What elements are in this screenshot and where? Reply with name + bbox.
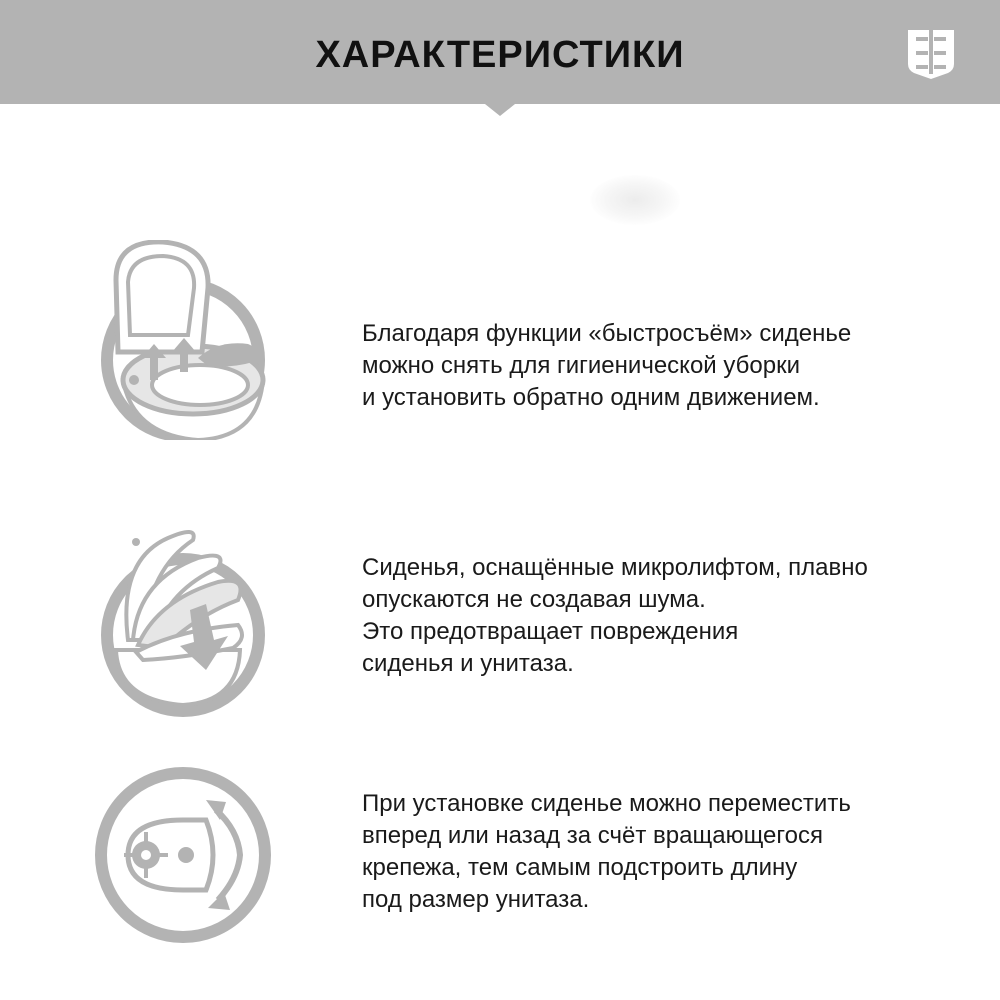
feature-line: крепежа, тем самым подстроить длину: [362, 854, 798, 881]
blur-spot: [590, 175, 680, 225]
feature-line: Сиденья, оснащённые микролифтом, плавно: [362, 554, 868, 581]
soft-close-seat-icon: [88, 520, 288, 720]
feature-line: и установить обратно одним движением.: [362, 384, 820, 411]
feature-line: Благодаря функции «быстросъём» сиденье: [362, 320, 852, 347]
feature-text-soft-close: [362, 552, 922, 680]
rotating-mount-icon: [88, 760, 288, 960]
header-pointer: [485, 104, 515, 116]
feature-text-quick-release: [362, 318, 922, 414]
feature-line: сиденья и унитаза.: [362, 650, 574, 677]
feature-line: можно снять для гигиенической уборки: [362, 352, 800, 379]
feature-line: вперед или назад за счёт вращающегося: [362, 822, 823, 849]
feature-line: под размер унитаза.: [362, 886, 590, 913]
brand-logo-icon: [902, 24, 960, 82]
quick-release-seat-icon: [88, 240, 288, 440]
feature-line: Это предотвращает повреждения: [362, 618, 739, 645]
page-title: ХАРАКТЕРИСТИКИ: [315, 34, 685, 76]
feature-text-rotating-mount: [362, 788, 922, 916]
header-bar: [0, 0, 1000, 104]
feature-line: При установке сиденье можно переместить: [362, 790, 851, 817]
feature-line: опускаются не создавая шума.: [362, 586, 706, 613]
